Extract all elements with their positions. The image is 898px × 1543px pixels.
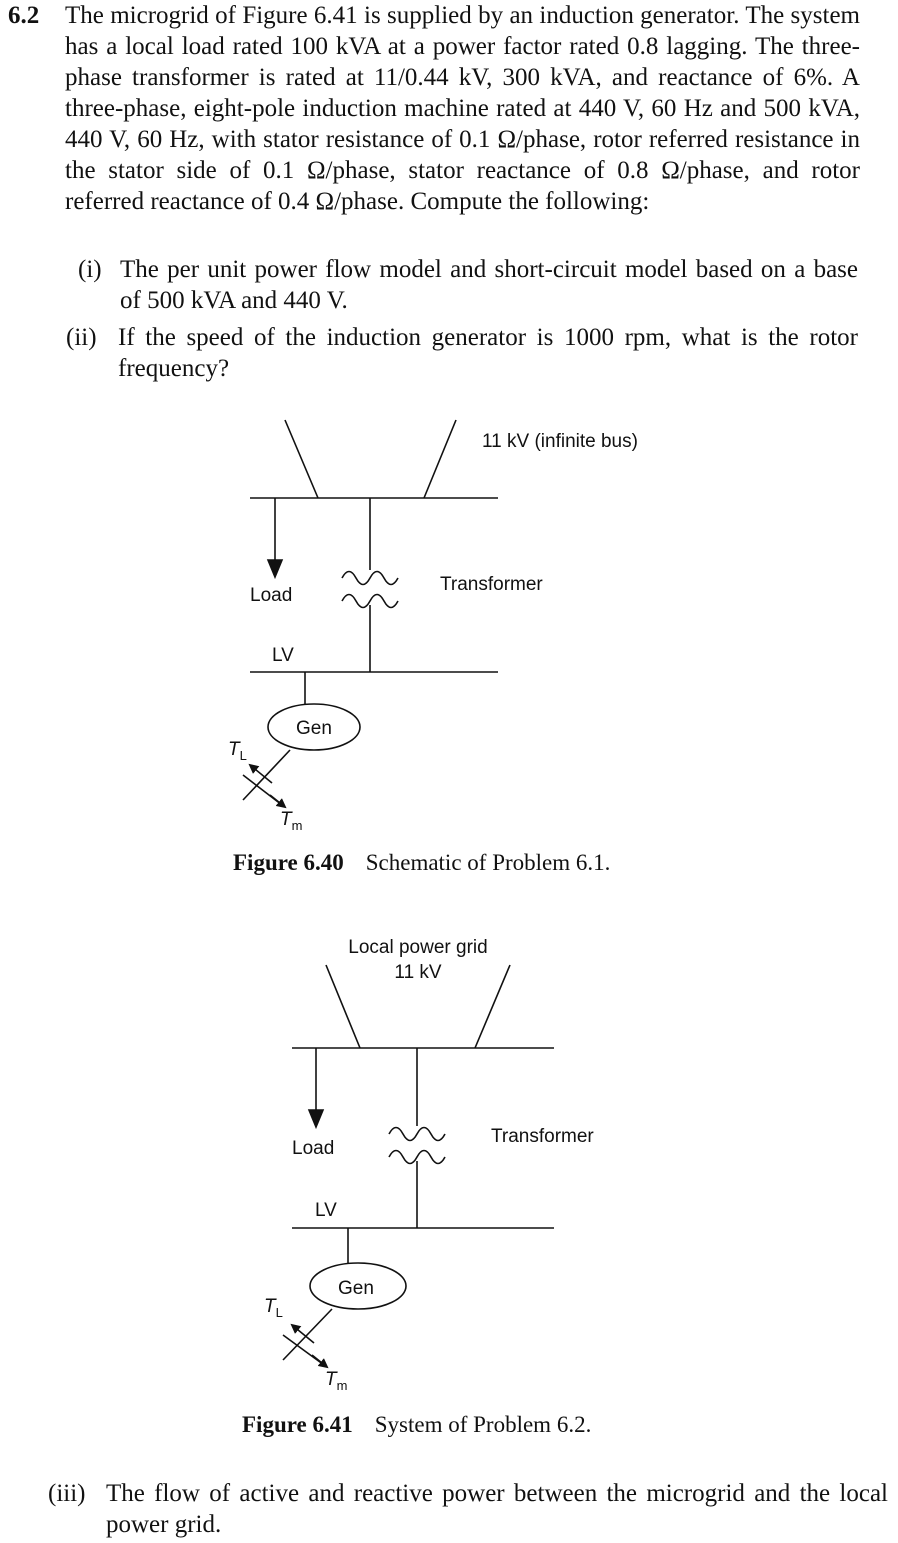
transformer-label: Transformer	[440, 574, 543, 595]
transformer-winding-top-icon	[389, 1128, 445, 1141]
caption-text: System of Problem 6.2.	[374, 1412, 592, 1437]
item-text: The per unit power flow model and short-circuit model based on a base of 500 kVA and 440 V.	[120, 256, 858, 314]
grid-label: 11 kV (infinite bus)	[482, 431, 638, 452]
gen-label: Gen	[296, 718, 332, 739]
gen-label: Gen	[338, 1278, 374, 1299]
transformer-winding-top-icon	[342, 572, 398, 585]
item-label: (ii)	[66, 324, 97, 351]
load-label: Load	[292, 1138, 335, 1159]
grid-label-line2: 11 kV	[394, 962, 442, 983]
grid-line-right	[475, 965, 510, 1048]
figure-6-40-schematic	[243, 420, 498, 807]
tm-arrow-icon	[312, 1355, 327, 1367]
load-arrow-icon	[268, 560, 282, 577]
load-label: Load	[250, 585, 293, 606]
grid-line-right	[424, 420, 456, 498]
figure-6-41-labels	[264, 937, 594, 1393]
caption-number: Figure 6.41	[242, 1412, 353, 1437]
figure-6-41-caption	[242, 1411, 591, 1439]
tl-label: $T_L$	[228, 739, 247, 763]
figure-6-41-schematic	[283, 965, 554, 1367]
tl-label: $T_L$	[264, 1296, 283, 1320]
caption-number: Figure 6.40	[233, 850, 344, 875]
grid-line-left	[326, 965, 360, 1048]
lv-label: LV	[315, 1200, 337, 1221]
item-label: (iii)	[48, 1480, 86, 1507]
problem-statement: The microgrid of Figure 6.41 is supplied by an induction generator. The system has a local load rated 100 kVA at a power factor rated 0.8 lagging. The three-phase transformer is rated at 11/0.44 kV, 300 kVA, and reactance of 6%. A three-phase, eight-pole induction machine rated at 440 V, 60 Hz and 500 kVA, 440 V, 60 Hz, with stator resistance of 0.1 Ω/phase, rotor referred resistance in the stator side of 0.1 Ω/phase, stator reactance of 0.8 Ω/phase, and rotor referred reactance of 0.4 Ω/phase. Compute the following:	[65, 2, 860, 215]
tm-label: $T_m$	[280, 809, 303, 833]
tm-label: $T_m$	[325, 1369, 348, 1393]
caption-text: Schematic of Problem 6.1.	[365, 850, 611, 875]
transformer-label: Transformer	[491, 1126, 594, 1147]
item-text: The flow of active and reactive power between the microgrid and the local power grid.	[106, 1480, 888, 1538]
tm-arrow-icon	[270, 795, 285, 807]
item-label: (i)	[78, 256, 102, 283]
figure-6-40-caption	[233, 849, 610, 877]
grid-label-line1: Local power grid	[348, 937, 488, 958]
problem-number: 6.2	[8, 2, 40, 29]
grid-line-left	[285, 420, 318, 498]
figure-6-40-labels	[228, 431, 638, 833]
lv-label: LV	[272, 645, 294, 666]
item-text: If the speed of the induction generator is 1000 rpm, what is the rotor frequency?	[118, 324, 858, 382]
load-arrow-icon	[309, 1110, 323, 1127]
